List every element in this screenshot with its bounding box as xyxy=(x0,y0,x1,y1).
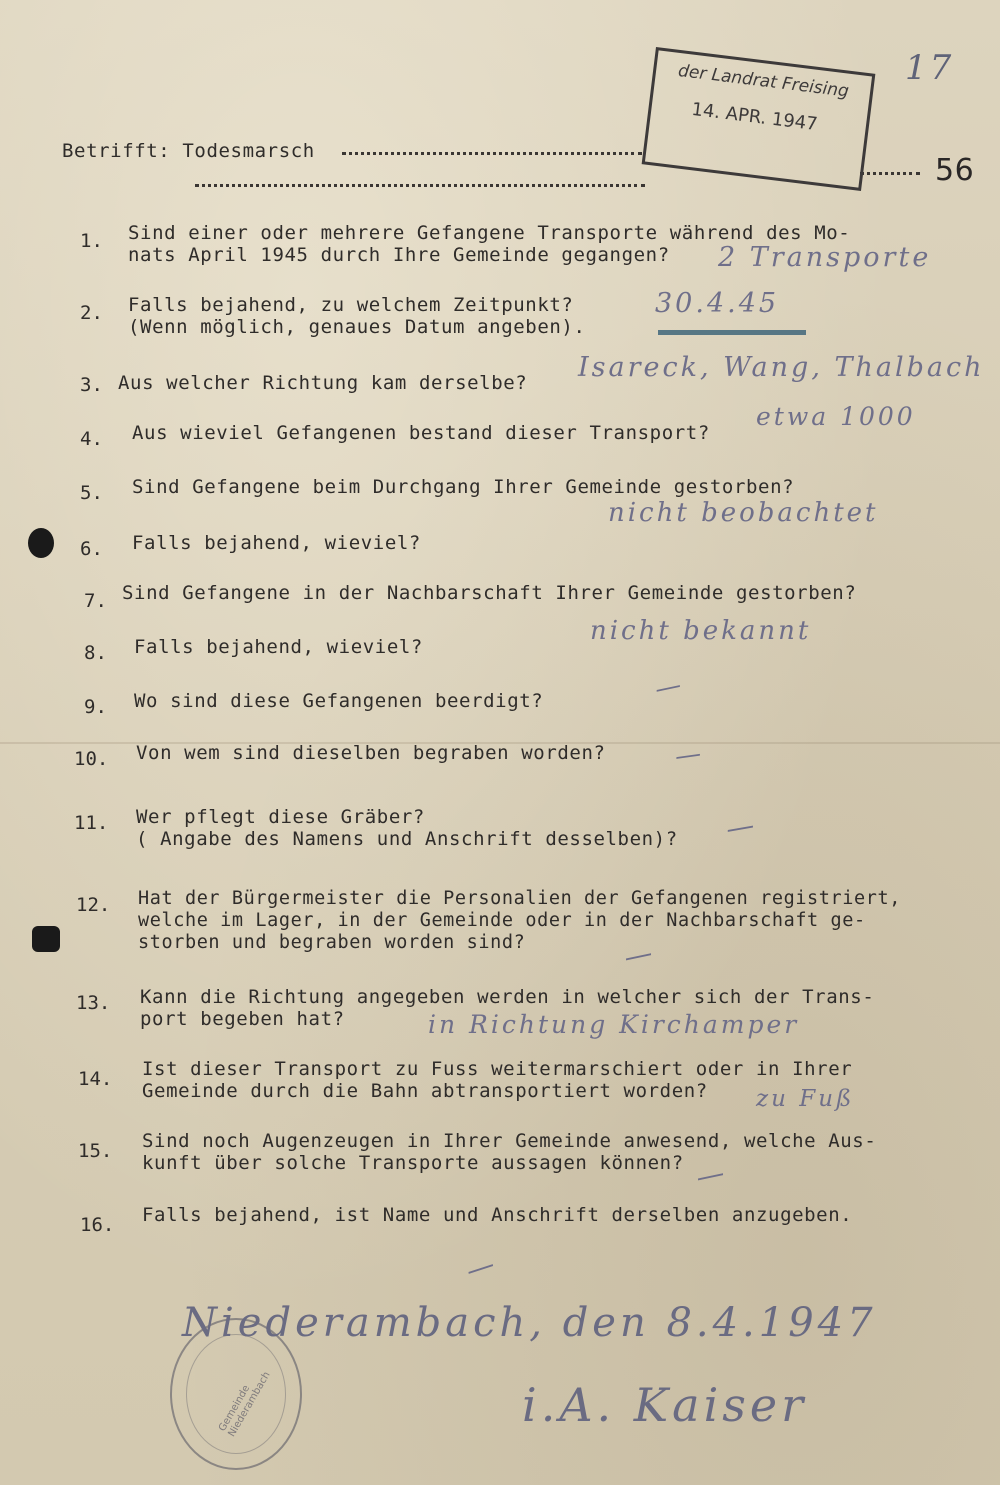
question-number-9: 9. xyxy=(84,696,107,718)
question-16-line-1: Falls bejahend, ist Name und Anschrift derselben anzugeben. xyxy=(142,1204,853,1226)
answer-4: etwa 1000 xyxy=(756,402,916,431)
question-12-line-2: welche im Lager, in der Gemeinde oder in der Nachbarschaft ge- xyxy=(138,910,866,931)
answer-13: in Richtung Kirchamper xyxy=(428,1010,800,1039)
page-number: 56 xyxy=(935,153,975,188)
question-15-line-1: Sind noch Augenzeugen in Ihrer Gemeinde anwesend, welche Aus- xyxy=(142,1130,877,1152)
question-number-10: 10. xyxy=(74,748,109,770)
stamp-authority: der Landrat Freising xyxy=(677,60,850,102)
answer-11: — xyxy=(723,807,760,846)
question-8-line-1: Falls bejahend, wieviel? xyxy=(134,636,423,658)
signature: i.A. Kaiser xyxy=(522,1378,808,1432)
punch-hole-mark xyxy=(28,528,54,558)
received-stamp xyxy=(642,47,876,191)
answer-10: — xyxy=(673,738,706,772)
question-12-line-1: Hat der Bürgermeister die Personalien der Gefangenen registriert, xyxy=(138,888,901,909)
question-12-line-3: storben und begraben worden sind? xyxy=(138,932,526,953)
question-2-line-2: (Wenn möglich, genaues Datum angeben). xyxy=(128,316,586,338)
answer-5: nicht beobachtet xyxy=(608,498,879,528)
question-2-line-1: Falls bejahend, zu welchem Zeitpunkt? xyxy=(128,294,574,316)
question-number-14: 14. xyxy=(78,1068,113,1090)
question-1-line-2: nats April 1945 durch Ihre Gemeinde gegangen? xyxy=(128,244,670,266)
question-11-line-2: ( Angabe des Namens und Anschrift desselben)? xyxy=(136,828,678,850)
question-number-8: 8. xyxy=(84,642,107,664)
question-number-7: 7. xyxy=(84,590,107,612)
question-number-13: 13. xyxy=(76,992,111,1014)
answer-16: — xyxy=(461,1246,502,1287)
seal-text: Gemeinde Niederambach xyxy=(216,1370,273,1439)
question-number-6: 6. xyxy=(80,538,103,560)
question-3-line-1: Aus welcher Richtung kam derselbe? xyxy=(118,372,528,394)
filing-mark xyxy=(32,926,60,952)
question-number-5: 5. xyxy=(80,482,103,504)
question-11-line-1: Wer pflegt diese Gräber? xyxy=(136,806,425,828)
dotted-leader-2 xyxy=(195,184,645,187)
answer-2-underline xyxy=(658,330,806,335)
question-number-1: 1. xyxy=(80,230,103,252)
answer-15: — xyxy=(692,1155,731,1194)
dotted-leader-3 xyxy=(860,172,920,175)
place-and-date: Niederambach, den 8.4.1947 xyxy=(182,1300,877,1346)
question-number-16: 16. xyxy=(80,1214,115,1236)
question-number-11: 11. xyxy=(74,812,109,834)
question-13-line-1: Kann die Richtung angegeben werden in welcher sich der Trans- xyxy=(140,986,875,1008)
question-14-line-1: Ist dieser Transport zu Fuss weitermarschiert oder in Ihrer xyxy=(142,1058,853,1080)
question-10-line-1: Von wem sind dieselben begraben worden? xyxy=(136,742,606,764)
answer-9: — xyxy=(652,669,687,705)
answer-12: — xyxy=(620,935,659,974)
handwritten-folio: 17 xyxy=(905,48,955,88)
question-number-3: 3. xyxy=(80,374,103,396)
question-number-15: 15. xyxy=(78,1140,113,1162)
question-5-line-1: Sind Gefangene beim Durchgang Ihrer Gemeinde gestorben? xyxy=(132,476,795,498)
question-7-line-1: Sind Gefangene in der Nachbarschaft Ihrer Gemeinde gestorben? xyxy=(122,582,857,604)
answer-2: 30.4.45 xyxy=(655,288,780,319)
dotted-leader-1 xyxy=(342,152,642,155)
answer-14: zu Fuß xyxy=(756,1086,855,1112)
question-9-line-1: Wo sind diese Gefangenen beerdigt? xyxy=(134,690,544,712)
question-number-12: 12. xyxy=(76,894,111,916)
answer-1: 2 Transporte xyxy=(718,242,932,273)
question-number-2: 2. xyxy=(80,302,103,324)
subject-line: Betrifft: Todesmarsch xyxy=(62,140,315,162)
question-6-line-1: Falls bejahend, wieviel? xyxy=(132,532,421,554)
question-1-line-1: Sind einer oder mehrere Gefangene Transporte während des Mo- xyxy=(128,222,851,244)
stamp-date: 14. APR. 1947 xyxy=(690,98,819,136)
question-14-line-2: Gemeinde durch die Bahn abtransportiert worden? xyxy=(142,1080,708,1102)
answer-3: Isareck, Wang, Thalbach xyxy=(578,352,985,383)
question-15-line-2: kunft über solche Transporte aussagen können? xyxy=(142,1152,684,1174)
question-number-4: 4. xyxy=(80,428,103,450)
question-13-line-2: port begeben hat? xyxy=(140,1008,345,1030)
answer-8: nicht bekannt xyxy=(590,616,812,646)
question-4-line-1: Aus wieviel Gefangenen bestand dieser Transport? xyxy=(132,422,710,444)
